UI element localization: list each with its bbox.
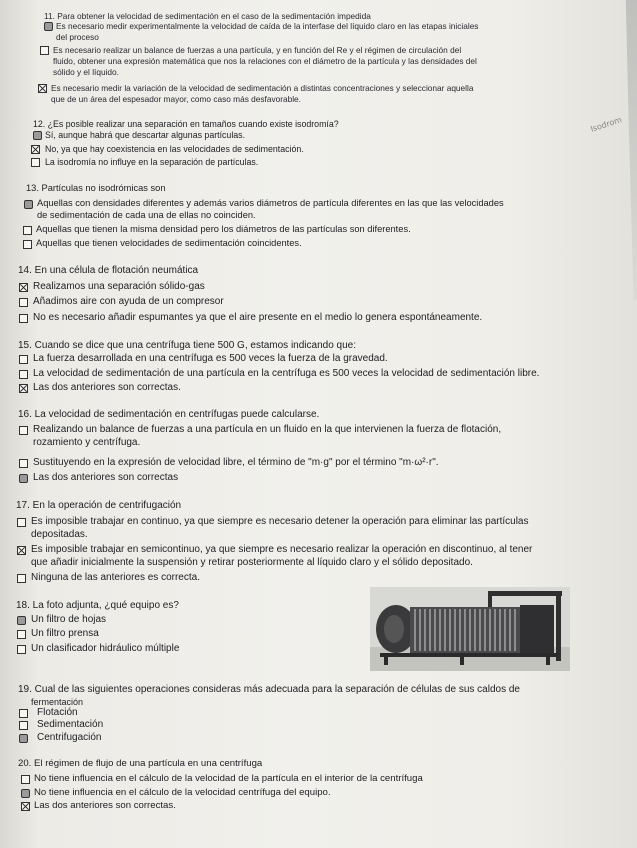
q13-option-1-checkbox[interactable]	[24, 200, 33, 209]
q17-option-1-text: Es imposible trabajar en continuo, ya que siempre es necesario detener la operación para eliminar las partículas	[31, 516, 529, 527]
q11-option-2-text-cont2: sólido y el líquido.	[53, 67, 119, 77]
q15-option-2-checkbox[interactable]	[19, 370, 28, 379]
q13-option-2-text: Aquellas que tienen la misma densidad pero los diámetros de las partículas son diferentes.	[36, 224, 411, 234]
q19-option-1-text: Flotación	[37, 707, 78, 718]
q14-option-2-checkbox[interactable]	[19, 298, 28, 307]
q17-option-3-checkbox[interactable]	[17, 574, 26, 583]
q19-option-2-text: Sedimentación	[37, 719, 104, 730]
q18-option-3-text: Un clasificador hidráulico múltiple	[31, 643, 180, 654]
q19-option-3-text: Centrifugación	[37, 732, 102, 743]
question-13-title: 13. Partículas no isodrómicas son	[26, 183, 166, 193]
q17-option-2-text-cont: que añadir inicialmente la suspensión y retirar posteriormente al líquido claro y el sólido depositado.	[31, 557, 473, 568]
q18-option-1-checkbox[interactable]	[17, 616, 26, 625]
q11-option-2-checkbox[interactable]	[40, 46, 49, 55]
q12-option-3-text: La isodromía no influye en la separación de partículas.	[45, 157, 259, 167]
q14-option-1-checkbox[interactable]	[19, 283, 28, 292]
q16-option-1-checkbox[interactable]	[19, 426, 28, 435]
q19-option-3-checkbox[interactable]	[19, 734, 28, 743]
question-12-title: 12. ¿Es posible realizar una separación en tamaños cuando existe isodromía?	[33, 119, 339, 129]
q16-option-2-text: Sustituyendo en la expresión de velocidad libre, el término de "m·g" por el término "m·ω²·r".	[33, 457, 439, 468]
q13-option-3-checkbox[interactable]	[23, 240, 32, 249]
q11-option-3-checkbox[interactable]	[38, 84, 47, 93]
q16-option-2-checkbox[interactable]	[19, 459, 28, 468]
q13-option-2-checkbox[interactable]	[23, 226, 32, 235]
q11-option-2-text-cont: fluido, obtener una expresión matemática que nos la relaciones con el diámetro de la partícula y las densidades del	[53, 56, 477, 66]
question-20-title: 20. El régimen de flujo de una partícula en una centrífuga	[18, 758, 263, 769]
leaf-filter-photo	[370, 587, 570, 671]
q12-option-1-checkbox[interactable]	[33, 131, 42, 140]
q12-option-2-checkbox[interactable]	[31, 145, 40, 154]
question-16-title: 16. La velocidad de sedimentación en centrífugas puede calcularse.	[18, 409, 320, 420]
q16-option-3-text: Las dos anteriores son correctas	[33, 472, 179, 483]
q15-option-1-checkbox[interactable]	[19, 355, 28, 364]
q17-option-1-text-cont: depositadas.	[31, 529, 88, 540]
question-14-title: 14. En una célula de flotación neumática	[18, 265, 199, 276]
q13-option-3-text: Aquellas que tienen velocidades de sedimentación coincidentes.	[36, 238, 302, 248]
q11-option-3-text: Es necesario medir la variación de la velocidad de sedimentación a distintas concentraciones y seleccionar aquella	[51, 83, 474, 93]
q17-option-2-text: Es imposible trabajar en semicontinuo, ya que siempre es necesario realizar la operación en discontinuo, al tener	[31, 544, 533, 555]
question-11-title: 11. Para obtener la velocidad de sedimentación en el caso de la sedimentación impedida	[44, 11, 371, 21]
margin-handwriting: Isodrom	[589, 115, 623, 134]
q18-option-1-text: Un filtro de hojas	[31, 614, 107, 625]
q20-option-2-text: No tiene influencia en el cálculo de la velocidad centrífuga del equipo.	[34, 787, 331, 798]
q20-option-3-checkbox[interactable]	[21, 802, 30, 811]
q11-option-3-text-cont: que de un área del espesador mayor, como caso más desfavorable.	[51, 94, 301, 104]
q19-option-2-checkbox[interactable]	[19, 721, 28, 730]
q12-option-2-text: No, ya que hay coexistencia en las velocidades de sedimentación.	[45, 144, 304, 154]
question-15-title: 15. Cuando se dice que una centrífuga tiene 500 G, estamos indicando que:	[18, 340, 357, 351]
paper-edge	[609, 0, 637, 300]
q20-option-1-text: No tiene influencia en el cálculo de la velocidad de la partícula en el interior de la centrífuga	[34, 773, 423, 784]
q17-option-2-checkbox[interactable]	[17, 546, 26, 555]
q11-option-1-text: Es necesario medir experimentalmente la velocidad de caída de la interfase del líquido claro en las etapas iniciales	[56, 21, 479, 31]
q12-option-1-text: Sí, aunque habrá que descartar algunas partículas.	[45, 130, 246, 140]
q14-option-2-text: Añadimos aire con ayuda de un compresor	[33, 296, 224, 307]
q18-option-2-text: Un filtro prensa	[31, 628, 99, 639]
q17-option-1-checkbox[interactable]	[17, 518, 26, 527]
question-19-title: 19. Cual de las siguientes operaciones consideras más adecuada para la separación de células de sus caldos de	[18, 684, 520, 695]
q13-option-1-text-cont: de sedimentación de cada una de ellas no coinciden.	[37, 210, 256, 220]
q15-option-3-checkbox[interactable]	[19, 384, 28, 393]
q16-option-3-checkbox[interactable]	[19, 474, 28, 483]
q14-option-3-text: No es necesario añadir espumantes ya que el aire presente en el medio lo genera espontáneamente.	[33, 312, 483, 323]
q15-option-3-text: Las dos anteriores son correctas.	[33, 382, 181, 393]
q14-option-3-checkbox[interactable]	[19, 314, 28, 323]
q16-option-1-text-cont: rozamiento y centrífuga.	[33, 437, 141, 448]
q14-option-1-text: Realizamos una separación sólido-gas	[33, 281, 205, 292]
q17-option-3-text: Ninguna de las anteriores es correcta.	[31, 572, 200, 583]
q11-option-2-text: Es necesario realizar un balance de fuerzas a una partícula, y en función del Re y el régimen de circulación del	[53, 45, 462, 55]
q15-option-1-text: La fuerza desarrollada en una centrífuga es 500 veces la fuerza de la gravedad.	[33, 353, 388, 364]
q16-option-1-text: Realizando un balance de fuerzas a una partícula en un fluido en la que intervienen la fuerza de flotación,	[33, 424, 502, 435]
q20-option-1-checkbox[interactable]	[21, 775, 30, 784]
q20-option-3-text: Las dos anteriores son correctas.	[34, 800, 176, 811]
q15-option-2-text: La velocidad de sedimentación de una partícula en la centrífuga es 500 veces la velocidad de sedimentación libre.	[33, 368, 540, 379]
q12-option-3-checkbox[interactable]	[31, 158, 40, 167]
q18-option-2-checkbox[interactable]	[17, 630, 26, 639]
q20-option-2-checkbox[interactable]	[21, 789, 30, 798]
q11-option-1-checkbox[interactable]	[44, 22, 53, 31]
question-18-title: 18. La foto adjunta, ¿qué equipo es?	[16, 600, 179, 611]
question-19-title-cont: fermentación	[31, 697, 84, 707]
q18-option-3-checkbox[interactable]	[17, 645, 26, 654]
q11-option-1-text-cont: del proceso	[56, 32, 99, 42]
q13-option-1-text: Aquellas con densidades diferentes y además varios diámetros de partícula diferentes en las que las velocidades	[37, 198, 504, 208]
question-17-title: 17. En la operación de centrifugación	[16, 500, 182, 511]
q19-option-1-checkbox[interactable]	[19, 709, 28, 718]
